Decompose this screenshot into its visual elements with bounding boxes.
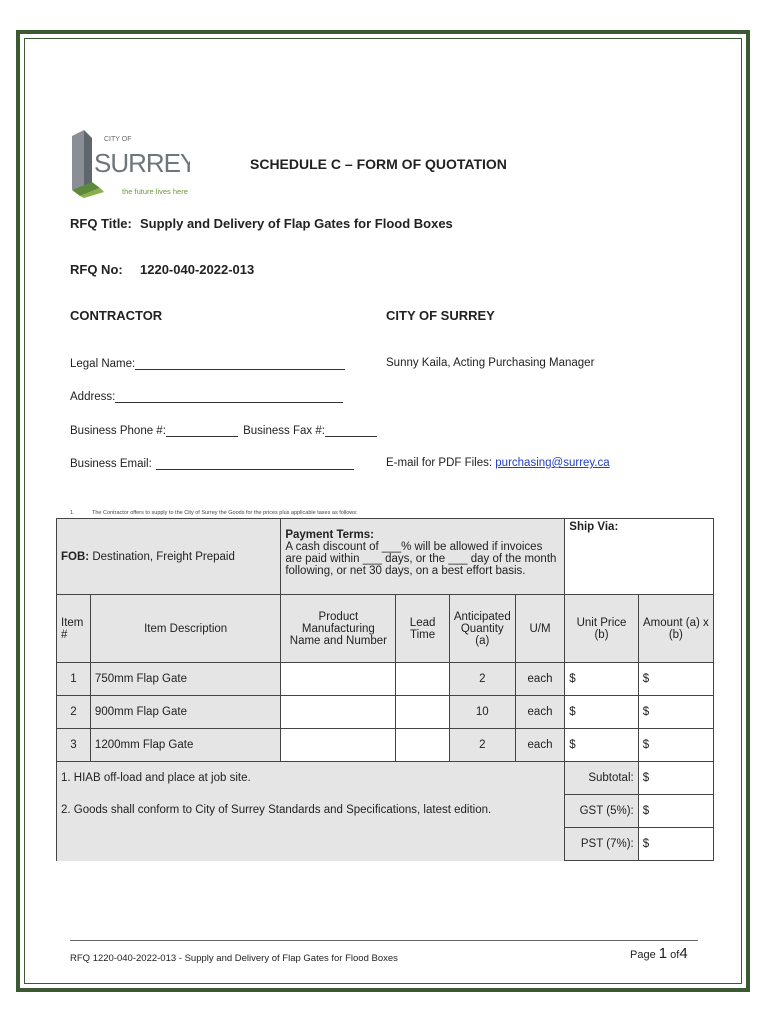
row-quantity: 2 [449,663,515,696]
page-title: SCHEDULE C – FORM OF QUOTATION [250,156,507,172]
address-label: Address: [70,391,116,403]
header-amount: Amount (a) x (b) [638,595,713,663]
row-product-input[interactable] [281,729,396,762]
row-product-input[interactable] [281,696,396,729]
rfq-title-label: RFQ Title: [70,216,132,231]
page-total: 4 [679,945,688,962]
row-amount-input[interactable]: $ [638,663,713,696]
payment-terms-text: A cash discount of ___% will be allowed if invoices are paid within ___ days, or the ___ day of the month following, or net 30 days, on a best effort basis. [285,541,557,577]
header-item: Item # [57,595,91,663]
table-row [57,696,714,729]
table-row [57,663,714,696]
notes-cell [57,762,565,861]
header-product: Product Manufacturing Name and Number [281,595,396,663]
header-lead-time: Lead Time [396,595,449,663]
payment-terms-cell [281,519,565,595]
row-unit-price-input[interactable]: $ [565,663,638,696]
page-label: Page [630,949,656,961]
row-unit-price-input[interactable]: $ [565,729,638,762]
row-lead-time-input[interactable] [396,696,449,729]
row-item: 1 [57,663,91,696]
table-row [57,729,714,762]
gst-label: GST (5%): [565,795,638,828]
row-quantity: 2 [449,729,515,762]
subtotal-label: Subtotal: [565,762,638,795]
note-2: 2. Goods shall conform to City of Surrey Standards and Specifications, latest edition. [61,804,492,816]
row-item: 3 [57,729,91,762]
header-unit-price: Unit Price (b) [565,595,638,663]
row-description: 750mm Flap Gate [90,663,280,696]
row-um: each [515,729,565,762]
svg-text:the future lives here: the future lives here [122,187,188,196]
pdf-email-link[interactable]: purchasing@surrey.ca [495,457,610,469]
subtotal-input[interactable]: $ [638,762,713,795]
address-field[interactable] [70,390,343,403]
payment-terms-label: Payment Terms: [285,529,374,541]
city-heading: CITY OF SURREY [386,308,495,323]
phone-label: Business Phone #: [70,425,166,437]
page-number [630,945,688,962]
pst-label: PST (7%): [565,828,638,861]
row-description: 900mm Flap Gate [90,696,280,729]
ship-via-cell[interactable] [565,519,714,595]
contractor-heading: CONTRACTOR [70,308,163,323]
email-label: Business Email: [70,458,152,470]
row-um: each [515,663,565,696]
quotation-table [56,518,714,861]
note-number: 1. [70,510,75,516]
footer-divider [70,940,698,941]
row-lead-time-input[interactable] [396,729,449,762]
email-field[interactable] [70,457,354,470]
row-product-input[interactable] [281,663,396,696]
row-um: each [515,696,565,729]
fob-cell [57,519,281,595]
header-um: U/M [515,595,565,663]
row-item: 2 [57,696,91,729]
legal-name-field[interactable] [70,357,345,370]
gst-input[interactable]: $ [638,795,713,828]
row-description: 1200mm Flap Gate [90,729,280,762]
fob-value: Destination, Freight Prepaid [92,550,235,563]
footer-text: RFQ 1220-040-2022-013 - Supply and Delivery of Flap Gates for Flood Boxes [70,953,398,964]
svg-text:CITY OF: CITY OF [104,136,132,143]
row-amount-input[interactable]: $ [638,729,713,762]
fob-label: FOB: [61,550,90,563]
header-row [57,595,714,663]
pdf-email-label: E-mail for PDF Files: [386,457,493,469]
row-unit-price-input[interactable]: $ [565,696,638,729]
page-current: 1 [658,945,668,962]
row-amount-input[interactable]: $ [638,696,713,729]
pst-input[interactable]: $ [638,828,713,861]
row-quantity: 10 [449,696,515,729]
city-contact: Sunny Kaila, Acting Purchasing Manager [386,357,595,369]
page-of: of [670,949,680,961]
row-lead-time-input[interactable] [396,663,449,696]
svg-text:SURREY: SURREY [94,148,190,178]
rfq-title-value: Supply and Delivery of Flap Gates for Flood Boxes [140,216,453,231]
rfq-no-label: RFQ No: [70,262,123,277]
legal-name-label: Legal Name: [70,358,136,370]
fax-label: Business Fax #: [243,425,325,437]
header-quantity: Anticipated Quantity (a) [449,595,515,663]
note-1: 1. HIAB off-load and place at job site. [61,772,251,784]
header-description: Item Description [90,595,280,663]
pdf-email-line [386,457,610,469]
phone-fax-fields[interactable] [70,424,377,437]
rfq-no-value: 1220-040-2022-013 [140,262,255,277]
city-of-surrey-logo [70,128,190,198]
ship-via-label: Ship Via: [569,521,619,533]
note-text: The Contractor offers to supply to the City of Surrey the Goods for the prices plus applicable taxes as follows: [92,510,358,516]
